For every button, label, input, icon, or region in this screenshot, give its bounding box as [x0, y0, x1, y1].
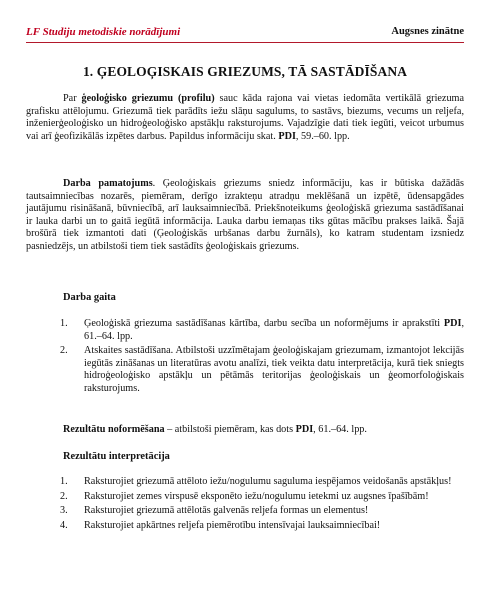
basis-term: Darba pamatojums — [63, 178, 153, 189]
list-item-number: 2. — [60, 490, 68, 502]
list-item-number: 1. — [60, 318, 68, 329]
basis-paragraph — [26, 178, 464, 254]
intro-ref-pages: , 59.–60. lpp. — [295, 130, 350, 142]
list-item-number: 1. — [60, 476, 68, 487]
list-item-number: 3. — [60, 505, 68, 517]
list-item-text: Atskaites sastādīšana. Atbilstoši uzzīmētajam ģeoloģiskajam griezumam, izmantojot lekcijās iegūtās zināšanas un literatūras avotu analīzi, tiek veikta datu interpretācija, kurā tiek sniegts hidroģeoloģisko apstākļu un pētāmās teritorijas ģeoloģiskais un ģeomorfoloģiskais raksturojums. — [84, 345, 464, 394]
interpretation-heading: Rezultātu interpretācija — [63, 451, 170, 462]
list-item-text: Raksturojiet griezumā attēloto iežu/nogulumu saguluma iespējamos veidošanās apstākļus! — [84, 476, 452, 487]
list-item-text: Raksturojiet griezumā attēlotās galvenās reljefa formas un elementus! — [84, 505, 369, 517]
list-item — [60, 476, 464, 489]
list-item-ref: PDI — [443, 318, 462, 329]
intro-paragraph — [26, 93, 464, 143]
list-item — [60, 491, 464, 504]
header-subject: Augsnes zinātne — [391, 26, 464, 37]
interpretation-list — [60, 476, 464, 534]
results-format-line — [63, 424, 464, 437]
list-item — [60, 318, 464, 343]
list-item-number: 4. — [60, 519, 68, 531]
list-item-pages: , 61.–64. lpp. — [84, 318, 464, 342]
header-series-title: LF Studiju metodiskie norādījumi — [26, 26, 181, 38]
results-format-pages: , 61.–64. lpp. — [313, 424, 367, 435]
workflow-list — [60, 318, 464, 398]
intro-text: sauc kāda rajona vai vietas iedomāta vertikālā griezuma grafisku attēlojumu. Griezumā tiek parādīts iežu slāņu sagulums, to sastāvs, biezums, vecums un reljefa, inženierģeoloģisko un hidroģeoloģisko apstākļu raksturojums. Vajadzīgie dati tiek iegūti, veicot urbumus vai arī ģeofizikālās izpētes darbus. Papildus informāciju skat. — [26, 93, 464, 142]
workflow-heading: Darba gaita — [63, 292, 116, 303]
list-item-text: Raksturojiet zemes virspusē eksponēto iežu/nogulumu ietekmi uz augsnes īpašībām! — [84, 490, 429, 502]
results-format-term: Rezultātu noformēšana — [63, 424, 165, 435]
intro-lead: Par — [63, 93, 82, 104]
list-item-number: 2. — [60, 345, 68, 357]
results-format-ref: PDI — [295, 424, 314, 435]
list-item — [60, 505, 464, 518]
section-title: 1. ĢEOLOĢISKAIS GRIEZUMS, TĀ SASTĀDĪŠANA — [82, 64, 408, 79]
list-item — [60, 345, 464, 395]
list-item — [60, 520, 464, 533]
results-format-text: – atbilstoši piemēram, kas dots — [164, 424, 296, 435]
basis-text: . Ģeoloģiskais griezums sniedz informāciju, kas ir būtiska dažādās tautsaimniecības nozarēs, piemēram, derīgo izrakteņu atradņu meklēšanā un izpētē, ūdensapgādes jautājumu risināšanā, būvniecībā, arī lauksaimniecībā. Priekšnoteikums ģeoloģiskā griezuma sastādīšanai ir lauka darbi un to gaitā iegūtā informācija. Lauka darbu iemaņas tiks gūtas mācību prakses laikā. Šajā brošūrā tiek izmantoti dati (Ģeoloģiskās urbšanas darbu žurnāls), ko katram studentam izsniedz pasniedzējs, un atbilstoši tiem tiek sastādīts ģeoloģiskais griezums. — [26, 178, 464, 252]
list-item-text: Raksturojiet apkārtnes reljefa piemērotību intensīvajai lauksaimniecībai! — [84, 519, 381, 531]
intro-ref: PDI — [278, 130, 296, 142]
list-item-text: Ģeoloģiskā griezuma sastādīšanas kārtība, darbu secība un noformējums ir aprakstīti — [84, 318, 444, 329]
intro-term: ģeoloģisko griezumu (profilu) — [81, 93, 215, 104]
page-header — [26, 26, 464, 43]
